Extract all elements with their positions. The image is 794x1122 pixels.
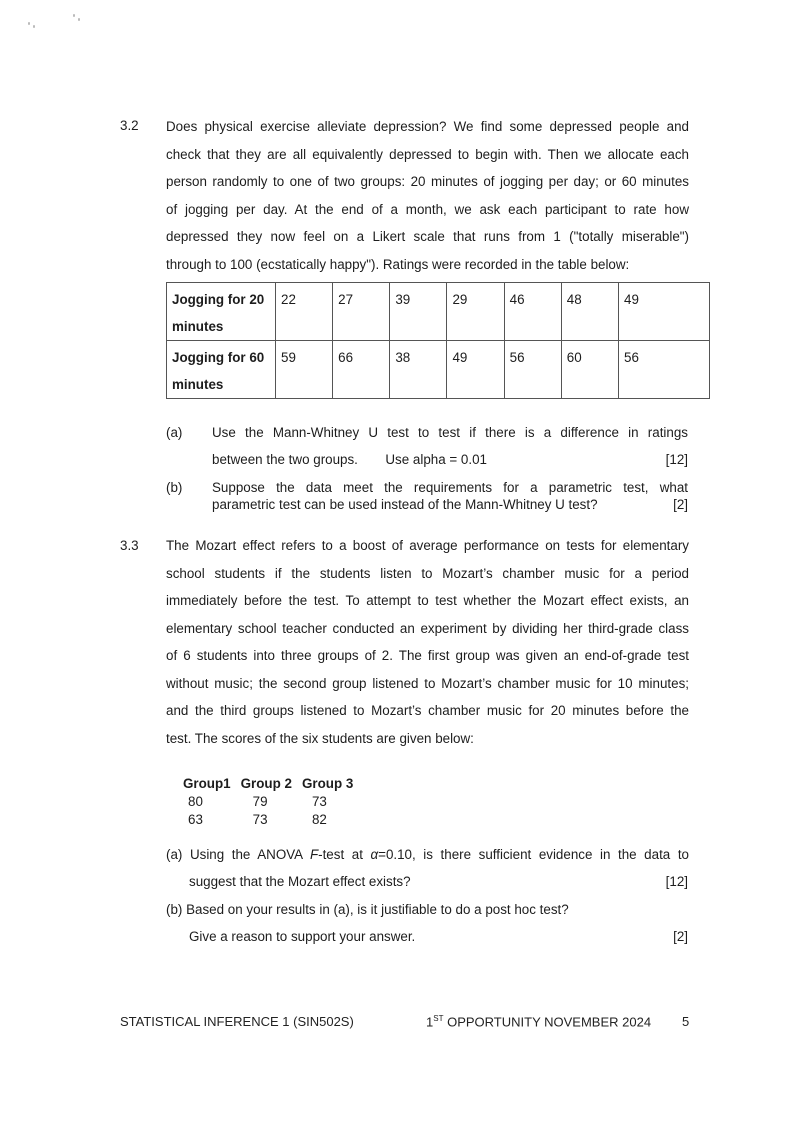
table-cell: 63 (188, 811, 203, 827)
table-cell: 38 (390, 341, 447, 399)
text-line: Does physical exercise alleviate depression? We find some depressed people and (166, 119, 689, 134)
subquestion-label: (a) (166, 847, 183, 862)
subquestion-text: parametric test can be used instead of the Mann-Whitney U test? (212, 497, 598, 512)
footer-course: STATISTICAL INFERENCE 1 (SIN502S) (120, 1014, 354, 1029)
row-header (167, 283, 276, 341)
subquestion-text-part: =0.10, is there sufficient evidence in the data to (378, 847, 689, 862)
question-number-3-3: 3.3 (120, 538, 139, 553)
table-header-row (183, 774, 363, 792)
subquestion-text: suggest that the Mozart effect exists? (189, 874, 411, 889)
footer-opportunity-sup: ST (433, 1014, 444, 1023)
row-label: minutes (172, 377, 224, 392)
subquestion-text (212, 452, 688, 467)
table-cell: 22 (276, 283, 333, 341)
table-cell: 59 (276, 341, 333, 399)
table-cell: 56 (504, 341, 561, 399)
text-line: immediately before the test. To attempt to test whether the Mozart effect exists, an (166, 593, 689, 608)
table-cell: 46 (504, 283, 561, 341)
marks: [2] (673, 929, 688, 944)
alpha-note: Use alpha = 0.01 (385, 452, 487, 467)
subquestion-text-part: between the two groups. (212, 452, 358, 467)
subquestion-label: (b) (166, 480, 183, 495)
subquestion-text: Use the Mann-Whitney U test to test if there is a difference in ratings (212, 425, 688, 440)
marks: [12] (665, 874, 688, 889)
text-line: depressed they now feel on a Likert scale that runs from 1 ("totally miserable") (166, 229, 689, 244)
ratings-table (166, 282, 710, 399)
text-line: The Mozart effect refers to a boost of average performance on tests for elementary (166, 538, 689, 553)
speck (73, 14, 75, 17)
table-cell: 27 (333, 283, 390, 341)
table-cell: 29 (447, 283, 504, 341)
footer-opportunity (426, 1014, 651, 1029)
speck (78, 18, 80, 21)
table-cell: 66 (333, 341, 390, 399)
f-symbol: F (309, 847, 319, 862)
marks: [12] (665, 452, 688, 467)
table-row (183, 792, 363, 810)
text-line: without music; the second group listened to Mozart’s chamber music for 10 minutes; (166, 675, 689, 691)
text-line: person randomly to one of two groups: 20 minutes of jogging per day; or 60 minutes (166, 174, 689, 189)
table-cell: 49 (619, 283, 710, 341)
footer-opportunity-text: OPPORTUNITY NOVEMBER 2024 (443, 1014, 652, 1030)
table-cell: 82 (311, 811, 327, 827)
text-line: elementary school teacher conducted an experiment by dividing her third-grade class (166, 620, 689, 636)
text-line: and the third groups listened to Mozart’s chamber music for 20 minutes before the (166, 703, 689, 718)
column-header: Group1 (183, 775, 231, 791)
alpha-symbol: α (370, 847, 379, 862)
table-row (167, 341, 710, 399)
text-line: of jogging per day. At the end of a month, we ask each participant to rate how (166, 201, 689, 217)
table-cell: 49 (447, 341, 504, 399)
table-cell: 80 (188, 793, 203, 809)
row-label: Jogging for 20 (172, 292, 265, 307)
row-label: minutes (172, 319, 224, 334)
footer-opportunity-num: 1 (426, 1014, 434, 1030)
table-cell: 60 (561, 341, 618, 399)
text-line: of 6 students into three groups of 2. The first group was given an end-of-grade test (166, 648, 689, 663)
subquestion-label: (a) (166, 425, 183, 440)
table-cell: 73 (311, 793, 327, 809)
subquestion-text-part: -test at (318, 847, 371, 862)
text-line: check that they are all equivalently depressed to begin with. Then we allocate each (166, 146, 689, 162)
subquestion-text-part: Based on your results in (a), is it justifiable to do a post hoc test? (186, 902, 569, 917)
row-header (167, 341, 276, 399)
table-row (183, 810, 363, 828)
table-row (167, 283, 710, 341)
subquestion-text (166, 847, 689, 862)
question-3-3-text (166, 532, 689, 752)
column-header: Group 3 (301, 775, 354, 791)
question-number-3-2: 3.2 (120, 118, 139, 133)
text-line: test. The scores of the six students are given below: (166, 730, 474, 746)
text-line: through to 100 (ecstatically happy"). Ratings were recorded in the table below: (166, 256, 630, 272)
subquestion-text (166, 902, 569, 917)
speck (33, 25, 35, 28)
column-header: Group 2 (240, 775, 292, 791)
question-3-2-text (166, 113, 689, 278)
subquestion-text: Suppose the data meet the requirements for a parametric test, what (212, 480, 688, 495)
scores-table (183, 774, 363, 828)
table-cell: 56 (619, 341, 710, 399)
marks: [2] (673, 497, 688, 512)
subquestion-text-part: Using the ANOVA (189, 847, 310, 862)
subquestion-text: Give a reason to support your answer. (189, 929, 416, 944)
row-label: Jogging for 60 (172, 350, 265, 365)
subquestion-label: (b) (166, 902, 183, 917)
page-number: 5 (682, 1014, 690, 1029)
table-cell: 79 (252, 793, 268, 809)
table-cell: 73 (252, 811, 268, 827)
text-line: school students if the students listen to Mozart’s chamber music for a period (166, 565, 689, 581)
table-cell: 48 (561, 283, 618, 341)
scan-specks (26, 12, 86, 32)
speck (28, 22, 30, 25)
table-cell: 39 (390, 283, 447, 341)
